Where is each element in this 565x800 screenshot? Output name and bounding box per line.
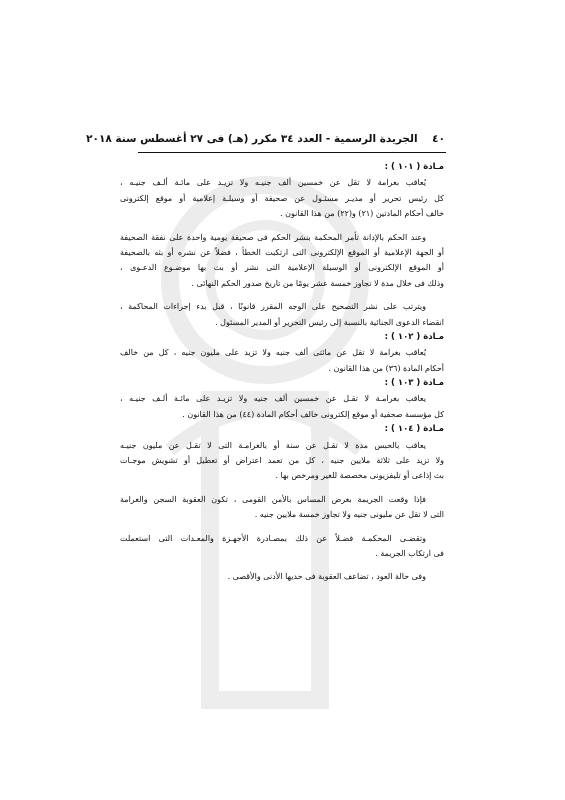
text-line: أو الموقع الإلكترونى أو الوسيلة الإعلامية التى نشر أو بث بها موضـوع الدعـوى ، <box>120 263 444 273</box>
article-heading-104: مـادة ( ١٠٤ ) : <box>384 424 444 435</box>
paragraph-gap <box>120 222 444 230</box>
text-line: يُعاقب بغرامة لا تقل عن خمسين ألف جنيـه ولا تزيـد على مائـة ألـف جنيـه ، <box>120 178 426 188</box>
paragraph-gap <box>120 291 444 299</box>
article-heading-102: مـادة ( ١٠٢ ) : <box>384 331 444 342</box>
text-line: يعاقب بغرامـة لا تقـل عن خمسين ألف جنيه ولا تزيـد على مائـة ألـف جنيـه ، <box>120 394 426 404</box>
text-line: وتقضـى المحكمـة فضـلاً عن ذلك بمصـادرة الأجهـزة والمعـدات التى استعملت <box>120 533 426 543</box>
paragraph-gap <box>120 484 444 492</box>
text-line: فى ارتكاب الجريمة . <box>375 548 444 558</box>
gazette-title: الجريدة الرسمية - العدد ٣٤ مكرر (هـ) فى ٢٧ أغسطس سنة ٢٠١٨ <box>86 133 418 145</box>
article-heading-103: مـادة ( ١٠٣ ) : <box>384 378 444 389</box>
text-line: وذلك فى خلال مدة لا تجاوز خمسة عشر يومًا من تاريخ صدور الحكم النهائى . <box>191 278 444 288</box>
text-line: كل مؤسسة صحفية أو موقع إلكترونى خالف أحكام المادة (٤٤) من هذا القانون . <box>182 409 444 419</box>
text-line: أحكام المادة (٣٦) من هذا القانون . <box>328 363 444 373</box>
article-heading-101: مـادة ( ١٠١ ) : <box>384 162 444 172</box>
paragraph-gap <box>120 523 444 531</box>
text-line: بث إذاعى أو تليفزيونى مخصصة للغير ومرخص بها . <box>275 471 444 481</box>
text-line: التى لا تقل عن مليونى جنيه ولا تجاوز خمسة ملايين جنيه . <box>254 510 444 520</box>
text-line: خالف أحكام المادتين (٢١) و(٢٢) من هذا القانون . <box>280 209 444 219</box>
page-number: ٤٠ <box>432 133 445 145</box>
document-body <box>120 160 444 585</box>
text-line: ولا تزيد على ثلاثة ملايين جنيه ، كل من تعمد اعتراض أو تعطيل أو تشويش موجـات <box>120 456 445 466</box>
text-line: كل رئيس تحرير أو مديـر مسئـول عن صحيفة أو وسيلـة إعلامية أو موقع إلكترونى <box>120 193 444 203</box>
text-line: فإذا وقعت الجريمة بغرض المساس بالأمن القومى ، تكون العقوبة السجن والغرامة <box>120 494 426 504</box>
header-separator <box>421 133 428 145</box>
text-line: وعند الحكم بالإدانة تأمر المحكمة بنشر الحكم فى صحيفة يومية واحدة على نفقة الصحيفة <box>120 232 426 242</box>
text-line: انقضاء الدعوى الجنائية بالنسبة إلى رئيس التحرير أو المدير المسئول . <box>215 317 444 327</box>
text-line: يُعاقب بغرامة لا تقل عن مائتى ألف جنيه ولا تزيد على مليون جنيه ، كل من خالف <box>120 348 426 358</box>
text-line: وفى حالة العود ، تضاعف العقوبة فى حديها الأدنى والأقصى . <box>227 572 426 582</box>
text-line: أو الجهة الإعلامية أو الموقع الإلكترونى التى ارتكبت الخطأ ، فضلاً عن نشره أو بثه بالصحيفة <box>120 247 444 257</box>
paragraph-gap <box>120 561 444 569</box>
text-line: ويترتب على نشر التصحيح على الوجه المقرر قانونًا ، قبل بدء إجراءات المحاكمة ، <box>120 302 426 312</box>
header-divider <box>138 152 446 153</box>
text-line: يعاقب بالحبس مدة لا تقـل عن سنة أو بالغرامـة التى لا تقـل عن مليون جنيـه <box>120 440 426 450</box>
page-header <box>86 128 445 150</box>
